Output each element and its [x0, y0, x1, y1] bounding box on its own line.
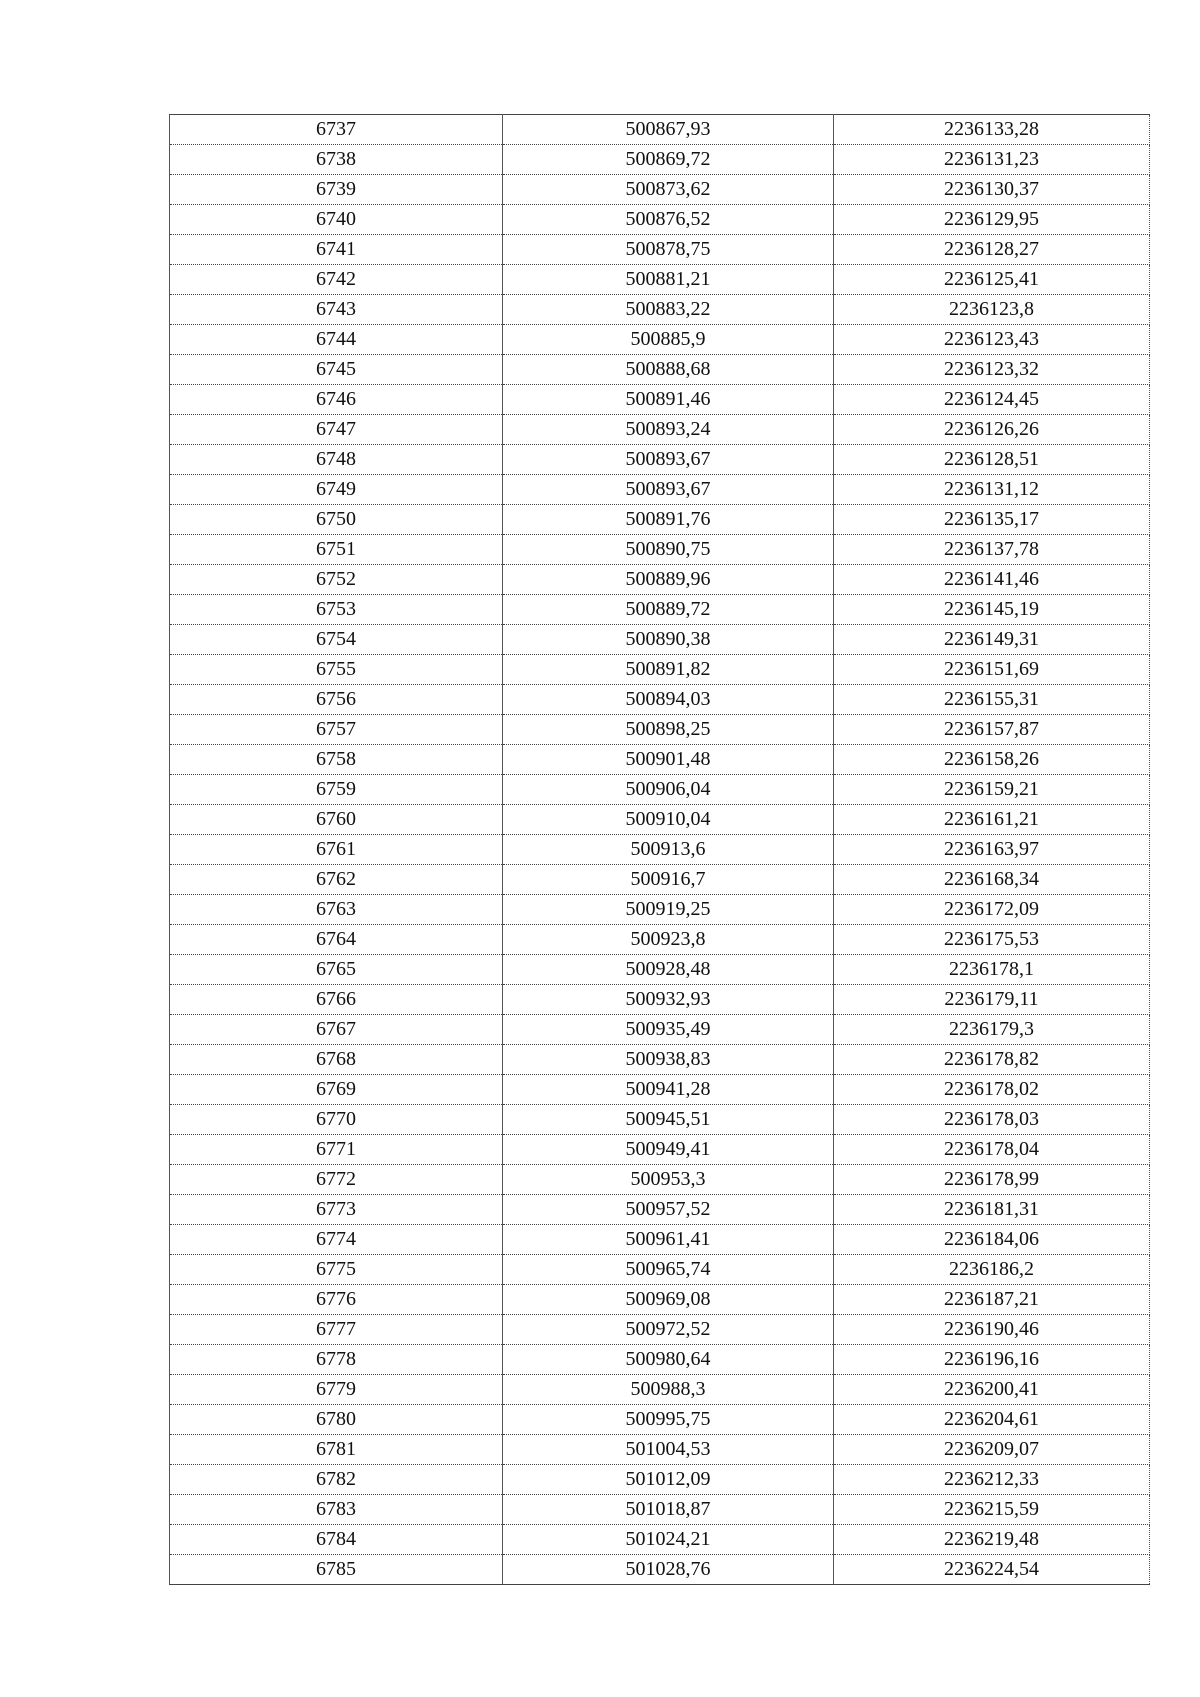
table-row	[170, 1495, 1150, 1525]
x-coordinate-cell: 500961,41	[503, 1225, 834, 1255]
point-number-cell: 6777	[170, 1315, 503, 1345]
point-number-cell: 6749	[170, 475, 503, 505]
point-number-cell: 6768	[170, 1045, 503, 1075]
x-coordinate-cell: 500893,67	[503, 475, 834, 505]
y-coordinate-cell: 2236161,21	[834, 805, 1150, 835]
y-coordinate-cell: 2236131,12	[834, 475, 1150, 505]
y-coordinate-cell: 2236128,27	[834, 235, 1150, 265]
y-coordinate-cell: 2236204,61	[834, 1405, 1150, 1435]
x-coordinate-cell: 500913,6	[503, 835, 834, 865]
point-number-cell: 6745	[170, 355, 503, 385]
y-coordinate-cell: 2236123,32	[834, 355, 1150, 385]
point-number-cell: 6738	[170, 145, 503, 175]
table-row	[170, 1465, 1150, 1495]
x-coordinate-cell: 500885,9	[503, 325, 834, 355]
x-coordinate-cell: 500957,52	[503, 1195, 834, 1225]
x-coordinate-cell: 500995,75	[503, 1405, 834, 1435]
x-coordinate-cell: 500869,72	[503, 145, 834, 175]
x-coordinate-cell: 501028,76	[503, 1555, 834, 1585]
x-coordinate-cell: 500935,49	[503, 1015, 834, 1045]
y-coordinate-cell: 2236178,02	[834, 1075, 1150, 1105]
point-number-cell: 6754	[170, 625, 503, 655]
table-row	[170, 1195, 1150, 1225]
table-row	[170, 325, 1150, 355]
point-number-cell: 6737	[170, 115, 503, 145]
x-coordinate-cell: 500972,52	[503, 1315, 834, 1345]
table-row	[170, 745, 1150, 775]
point-number-cell: 6743	[170, 295, 503, 325]
y-coordinate-cell: 2236178,04	[834, 1135, 1150, 1165]
y-coordinate-cell: 2236219,48	[834, 1525, 1150, 1555]
table-row	[170, 1225, 1150, 1255]
x-coordinate-cell: 500953,3	[503, 1165, 834, 1195]
x-coordinate-cell: 500889,72	[503, 595, 834, 625]
y-coordinate-cell: 2236181,31	[834, 1195, 1150, 1225]
y-coordinate-cell: 2236224,54	[834, 1555, 1150, 1585]
y-coordinate-cell: 2236128,51	[834, 445, 1150, 475]
table-row	[170, 295, 1150, 325]
y-coordinate-cell: 2236187,21	[834, 1285, 1150, 1315]
y-coordinate-cell: 2236178,99	[834, 1165, 1150, 1195]
point-number-cell: 6765	[170, 955, 503, 985]
y-coordinate-cell: 2236200,41	[834, 1375, 1150, 1405]
x-coordinate-cell: 500888,68	[503, 355, 834, 385]
point-number-cell: 6784	[170, 1525, 503, 1555]
point-number-cell: 6774	[170, 1225, 503, 1255]
x-coordinate-cell: 500891,82	[503, 655, 834, 685]
table-row	[170, 955, 1150, 985]
x-coordinate-cell: 500938,83	[503, 1045, 834, 1075]
x-coordinate-cell: 500876,52	[503, 205, 834, 235]
x-coordinate-cell: 500941,28	[503, 1075, 834, 1105]
table-row	[170, 205, 1150, 235]
y-coordinate-cell: 2236168,34	[834, 865, 1150, 895]
x-coordinate-cell: 500919,25	[503, 895, 834, 925]
table-row	[170, 1255, 1150, 1285]
y-coordinate-cell: 2236178,03	[834, 1105, 1150, 1135]
y-coordinate-cell: 2236172,09	[834, 895, 1150, 925]
x-coordinate-cell: 500891,76	[503, 505, 834, 535]
table-row	[170, 595, 1150, 625]
table-row	[170, 1135, 1150, 1165]
y-coordinate-cell: 2236179,3	[834, 1015, 1150, 1045]
x-coordinate-cell: 500867,93	[503, 115, 834, 145]
y-coordinate-cell: 2236149,31	[834, 625, 1150, 655]
y-coordinate-cell: 2236141,46	[834, 565, 1150, 595]
point-number-cell: 6758	[170, 745, 503, 775]
point-number-cell: 6764	[170, 925, 503, 955]
y-coordinate-cell: 2236215,59	[834, 1495, 1150, 1525]
point-number-cell: 6785	[170, 1555, 503, 1585]
point-number-cell: 6755	[170, 655, 503, 685]
coordinates-table-body	[170, 115, 1150, 1585]
point-number-cell: 6770	[170, 1105, 503, 1135]
point-number-cell: 6766	[170, 985, 503, 1015]
table-row	[170, 1435, 1150, 1465]
x-coordinate-cell: 500893,67	[503, 445, 834, 475]
x-coordinate-cell: 501004,53	[503, 1435, 834, 1465]
point-number-cell: 6780	[170, 1405, 503, 1435]
table-row	[170, 1015, 1150, 1045]
y-coordinate-cell: 2236186,2	[834, 1255, 1150, 1285]
x-coordinate-cell: 501024,21	[503, 1525, 834, 1555]
point-number-cell: 6767	[170, 1015, 503, 1045]
point-number-cell: 6748	[170, 445, 503, 475]
x-coordinate-cell: 500980,64	[503, 1345, 834, 1375]
point-number-cell: 6762	[170, 865, 503, 895]
table-row	[170, 925, 1150, 955]
point-number-cell: 6756	[170, 685, 503, 715]
y-coordinate-cell: 2236123,43	[834, 325, 1150, 355]
x-coordinate-cell: 500890,75	[503, 535, 834, 565]
point-number-cell: 6760	[170, 805, 503, 835]
table-row	[170, 1165, 1150, 1195]
table-row	[170, 625, 1150, 655]
y-coordinate-cell: 2236158,26	[834, 745, 1150, 775]
x-coordinate-cell: 500893,24	[503, 415, 834, 445]
x-coordinate-cell: 500969,08	[503, 1285, 834, 1315]
table-row	[170, 655, 1150, 685]
table-row	[170, 115, 1150, 145]
x-coordinate-cell: 500894,03	[503, 685, 834, 715]
x-coordinate-cell: 501012,09	[503, 1465, 834, 1495]
point-number-cell: 6744	[170, 325, 503, 355]
table-row	[170, 265, 1150, 295]
point-number-cell: 6778	[170, 1345, 503, 1375]
y-coordinate-cell: 2236126,26	[834, 415, 1150, 445]
table-row	[170, 985, 1150, 1015]
table-row	[170, 535, 1150, 565]
y-coordinate-cell: 2236155,31	[834, 685, 1150, 715]
point-number-cell: 6753	[170, 595, 503, 625]
x-coordinate-cell: 500923,8	[503, 925, 834, 955]
point-number-cell: 6781	[170, 1435, 503, 1465]
table-row	[170, 1525, 1150, 1555]
table-row	[170, 1555, 1150, 1585]
point-number-cell: 6747	[170, 415, 503, 445]
y-coordinate-cell: 2236163,97	[834, 835, 1150, 865]
y-coordinate-cell: 2236209,07	[834, 1435, 1150, 1465]
table-row	[170, 505, 1150, 535]
x-coordinate-cell: 500881,21	[503, 265, 834, 295]
point-number-cell: 6742	[170, 265, 503, 295]
x-coordinate-cell: 501018,87	[503, 1495, 834, 1525]
table-row	[170, 1315, 1150, 1345]
y-coordinate-cell: 2236123,8	[834, 295, 1150, 325]
y-coordinate-cell: 2236212,33	[834, 1465, 1150, 1495]
table-row	[170, 385, 1150, 415]
y-coordinate-cell: 2236133,28	[834, 115, 1150, 145]
x-coordinate-cell: 500945,51	[503, 1105, 834, 1135]
y-coordinate-cell: 2236124,45	[834, 385, 1150, 415]
x-coordinate-cell: 500910,04	[503, 805, 834, 835]
y-coordinate-cell: 2236129,95	[834, 205, 1150, 235]
table-row	[170, 1045, 1150, 1075]
table-row	[170, 685, 1150, 715]
point-number-cell: 6775	[170, 1255, 503, 1285]
table-row	[170, 355, 1150, 385]
x-coordinate-cell: 500878,75	[503, 235, 834, 265]
point-number-cell: 6740	[170, 205, 503, 235]
x-coordinate-cell: 500873,62	[503, 175, 834, 205]
point-number-cell: 6769	[170, 1075, 503, 1105]
table-row	[170, 865, 1150, 895]
x-coordinate-cell: 500916,7	[503, 865, 834, 895]
x-coordinate-cell: 500889,96	[503, 565, 834, 595]
point-number-cell: 6750	[170, 505, 503, 535]
table-row	[170, 895, 1150, 925]
y-coordinate-cell: 2236151,69	[834, 655, 1150, 685]
x-coordinate-cell: 500898,25	[503, 715, 834, 745]
y-coordinate-cell: 2236157,87	[834, 715, 1150, 745]
point-number-cell: 6746	[170, 385, 503, 415]
point-number-cell: 6763	[170, 895, 503, 925]
table-row	[170, 775, 1150, 805]
table-row	[170, 145, 1150, 175]
point-number-cell: 6741	[170, 235, 503, 265]
point-number-cell: 6757	[170, 715, 503, 745]
y-coordinate-cell: 2236131,23	[834, 145, 1150, 175]
y-coordinate-cell: 2236179,11	[834, 985, 1150, 1015]
point-number-cell: 6782	[170, 1465, 503, 1495]
table-row	[170, 565, 1150, 595]
table-row	[170, 415, 1150, 445]
point-number-cell: 6773	[170, 1195, 503, 1225]
y-coordinate-cell: 2236135,17	[834, 505, 1150, 535]
y-coordinate-cell: 2236184,06	[834, 1225, 1150, 1255]
x-coordinate-cell: 500891,46	[503, 385, 834, 415]
table-row	[170, 1405, 1150, 1435]
point-number-cell: 6771	[170, 1135, 503, 1165]
x-coordinate-cell: 500906,04	[503, 775, 834, 805]
y-coordinate-cell: 2236130,37	[834, 175, 1150, 205]
y-coordinate-cell: 2236196,16	[834, 1345, 1150, 1375]
point-number-cell: 6772	[170, 1165, 503, 1195]
table-row	[170, 835, 1150, 865]
point-number-cell: 6779	[170, 1375, 503, 1405]
x-coordinate-cell: 500883,22	[503, 295, 834, 325]
table-row	[170, 1285, 1150, 1315]
x-coordinate-cell: 500932,93	[503, 985, 834, 1015]
coordinates-table	[169, 114, 1150, 1585]
y-coordinate-cell: 2236145,19	[834, 595, 1150, 625]
y-coordinate-cell: 2236137,78	[834, 535, 1150, 565]
point-number-cell: 6752	[170, 565, 503, 595]
table-row	[170, 715, 1150, 745]
point-number-cell: 6739	[170, 175, 503, 205]
x-coordinate-cell: 500965,74	[503, 1255, 834, 1285]
table-row	[170, 235, 1150, 265]
y-coordinate-cell: 2236190,46	[834, 1315, 1150, 1345]
point-number-cell: 6761	[170, 835, 503, 865]
y-coordinate-cell: 2236175,53	[834, 925, 1150, 955]
point-number-cell: 6751	[170, 535, 503, 565]
x-coordinate-cell: 500890,38	[503, 625, 834, 655]
x-coordinate-cell: 500928,48	[503, 955, 834, 985]
x-coordinate-cell: 500988,3	[503, 1375, 834, 1405]
y-coordinate-cell: 2236178,82	[834, 1045, 1150, 1075]
point-number-cell: 6776	[170, 1285, 503, 1315]
x-coordinate-cell: 500901,48	[503, 745, 834, 775]
table-row	[170, 805, 1150, 835]
x-coordinate-cell: 500949,41	[503, 1135, 834, 1165]
point-number-cell: 6783	[170, 1495, 503, 1525]
table-row	[170, 445, 1150, 475]
y-coordinate-cell: 2236178,1	[834, 955, 1150, 985]
table-row	[170, 1375, 1150, 1405]
table-row	[170, 1105, 1150, 1135]
y-coordinate-cell: 2236125,41	[834, 265, 1150, 295]
y-coordinate-cell: 2236159,21	[834, 775, 1150, 805]
table-row	[170, 475, 1150, 505]
table-row	[170, 175, 1150, 205]
point-number-cell: 6759	[170, 775, 503, 805]
table-row	[170, 1345, 1150, 1375]
table-row	[170, 1075, 1150, 1105]
